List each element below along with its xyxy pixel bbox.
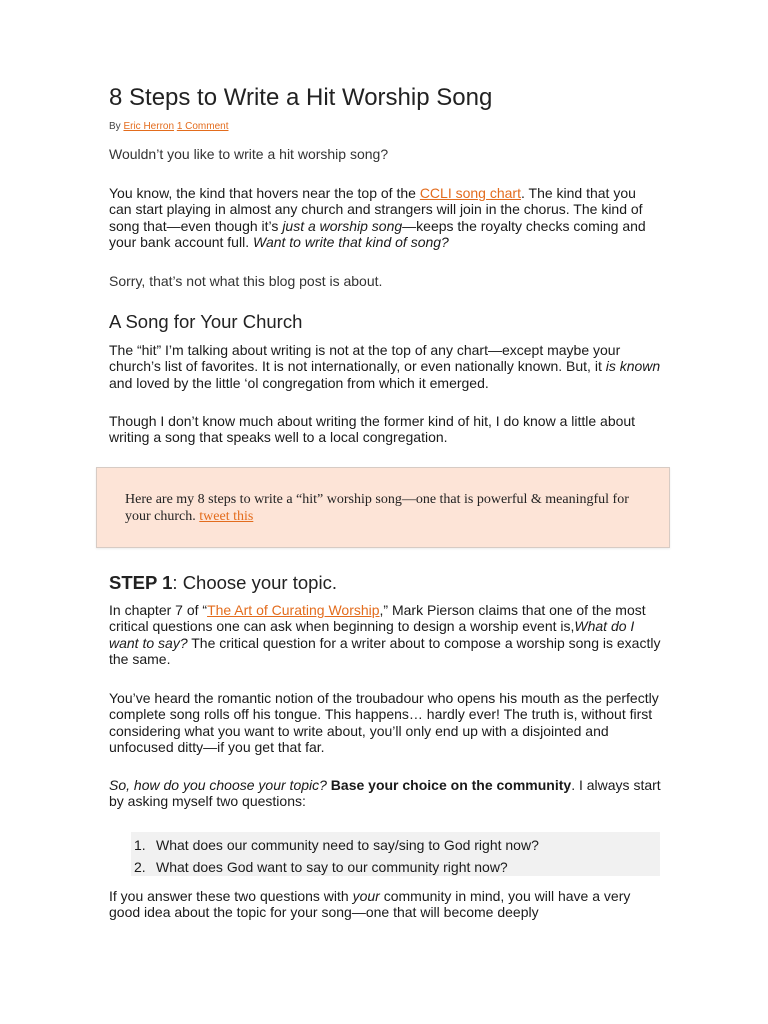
page-title: 8 Steps to Write a Hit Worship Song (109, 84, 493, 111)
list-item (134, 859, 508, 875)
questions-list (131, 832, 660, 876)
paragraph-1-emphasis: just a worship song (282, 217, 403, 234)
paragraph-8-text-b: community in mind, you will have a very good idea about the topic for your song—one that will become deeply (109, 888, 631, 921)
list-item-text: What does our community need to say/sing to God right now? (156, 837, 539, 853)
paragraph-1-text-b: . The kind that you can start playing in almost any church and strangers will join in the chorus. The kind of song that—even though it’s (109, 185, 643, 234)
paragraph-1-question: Want to write that kind of song? (252, 233, 449, 250)
paragraph-8-text-a: If you answer these two questions with (109, 888, 353, 904)
art-of-curating-worship-link[interactable]: The Art of Curating Worship (207, 602, 380, 618)
paragraph-1 (109, 185, 661, 250)
step-1-label: STEP 1 (109, 572, 173, 593)
paragraph-1-text-c: —keeps the royalty checks coming and your bank account full. (109, 217, 646, 250)
paragraph-8-emphasis: your (352, 888, 380, 904)
paragraph-3 (109, 342, 661, 391)
tweet-callout-box (96, 467, 670, 548)
paragraph-1-text-a: You know, the kind that hovers near the top of the (109, 185, 420, 201)
paragraph-3-emphasis: is known (605, 358, 661, 375)
paragraph-5-emphasis: What do I want to say? (109, 618, 635, 651)
paragraph-5-text-c: The critical question for a writer about to compose a worship song is exactly the same. (109, 634, 661, 667)
list-item (134, 837, 539, 853)
list-item-text: What does God want to say to our community right now? (156, 859, 508, 875)
list-item-number: 2. (134, 859, 146, 875)
paragraph-7 (109, 777, 661, 810)
paragraph-7-strong: Base your choice on the community (326, 777, 572, 793)
step-1-title: : Choose your topic. (172, 572, 337, 593)
paragraph-2: Sorry, that’s not what this blog post is about. (109, 273, 383, 289)
callout-quote: Here are my 8 steps to write a “hit” worship song—one that is powerful & meaningful for your church. (125, 492, 629, 524)
step-1-heading (109, 572, 337, 594)
paragraph-8 (109, 888, 661, 921)
paragraph-7-text: . I always start by asking myself two questions: (109, 777, 661, 810)
paragraph-3-text-b: and loved by the little ‘ol congregation from which it emerged. (109, 374, 489, 391)
author-link[interactable]: Eric Herron (123, 121, 175, 132)
byline (109, 121, 229, 132)
intro-question: Wouldn’t you like to write a hit worship song? (109, 146, 389, 162)
paragraph-4: Though I don’t know much about writing the former kind of hit, I do know a little about writing a song that speaks well to a local congregation. (109, 413, 636, 446)
tweet-this-link[interactable]: tweet this (199, 509, 254, 524)
comments-link[interactable]: 1 Comment (176, 121, 229, 132)
paragraph-5 (109, 602, 661, 667)
ccli-song-chart-link[interactable]: CCLI song chart (419, 185, 521, 201)
section-heading-church: A Song for Your Church (109, 311, 303, 332)
list-item-number: 1. (134, 837, 146, 853)
byline-prefix: By (109, 121, 124, 132)
callout-text (125, 491, 645, 525)
paragraph-5-text-a: In chapter 7 of “ (109, 602, 208, 618)
paragraph-6: You’ve heard the romantic notion of the troubadour who opens his mouth as the perfectly complete song rolls off his tongue. This happens… hardly ever! The truth is, without first considering what you want to write about, you’ll only end up with a disjointed and unfocused ditty—if you get that far. (109, 690, 659, 755)
paragraph-7-question: So, how do you choose your topic? (109, 777, 327, 793)
paragraph-5-text-b: ,” Mark Pierson claims that one of the most critical questions one can ask when beginning to design a worship event is, (109, 602, 646, 635)
paragraph-3-text-a: The “hit” I’m talking about writing is not at the top of any chart—except maybe your church’s list of favorites. It is not internationally, or even nationally known. But, it (109, 342, 621, 375)
